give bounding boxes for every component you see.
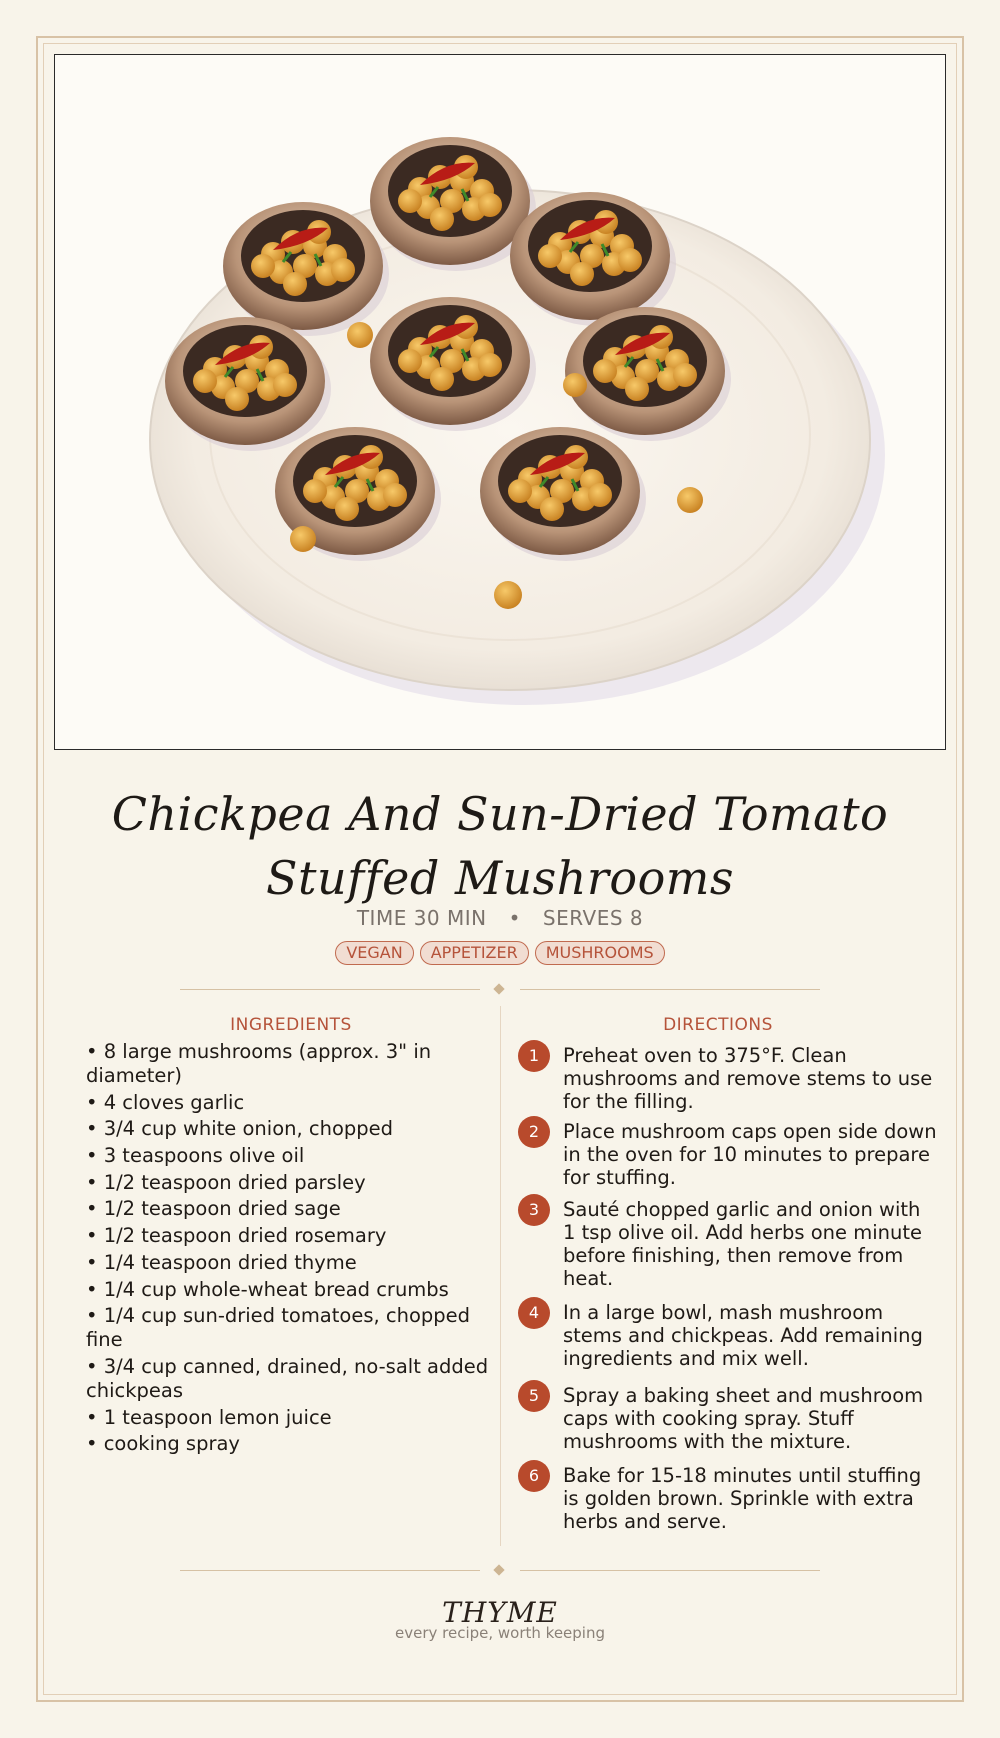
- step-text: Place mushroom caps open side down in the oven for 10 minutes to prepare for stuffing.: [563, 1120, 937, 1189]
- ingredients-heading: INGREDIENTS: [230, 1015, 352, 1035]
- divider-bottom: [180, 1564, 820, 1578]
- directions-heading: DIRECTIONS: [663, 1015, 773, 1035]
- step-number-badge: 1: [518, 1040, 550, 1072]
- step-text: Preheat oven to 375°F. Clean mushrooms and remove stems to use for the filling.: [563, 1044, 933, 1113]
- tag-appetizer: APPETIZER: [420, 941, 529, 965]
- ingredient-item: • 1/4 cup sun-dried tomatoes, chopped fine: [86, 1304, 471, 1352]
- ingredient-item: • 3/4 cup canned, drained, no-salt added chickpeas: [86, 1354, 489, 1402]
- ingredient-item: • 1/4 cup whole-wheat bread crumbs: [86, 1277, 449, 1301]
- step-text: In a large bowl, mash mushroom stems and chickpeas. Add remaining ingredients and mix well.: [563, 1301, 923, 1370]
- step-text: Spray a baking sheet and mushroom caps with cooking spray. Stuff mushrooms with the mixture.: [563, 1384, 924, 1453]
- step-number-badge: 2: [518, 1116, 550, 1148]
- tag-list: [0, 941, 1000, 965]
- step-text: Bake for 15-18 minutes until stuffing is golden brown. Sprinkle with extra herbs and serve.: [563, 1464, 922, 1533]
- step-number-badge: 5: [518, 1380, 550, 1412]
- ingredient-item: • 1/4 teaspoon dried thyme: [86, 1250, 357, 1274]
- recipe-photo: [54, 54, 946, 750]
- ingredient-item: • 4 cloves garlic: [86, 1090, 245, 1114]
- tag-vegan: VEGAN: [335, 941, 413, 965]
- brand-tagline: every recipe, worth keeping: [394, 1624, 605, 1642]
- step-text: Sauté chopped garlic and onion with 1 tsp olive oil. Add herbs one minute before finishing, then remove from heat.: [563, 1198, 922, 1290]
- ingredient-item: • 3/4 cup white onion, chopped: [86, 1117, 394, 1141]
- divider-top: [180, 983, 820, 997]
- step-number-badge: 6: [518, 1460, 550, 1492]
- recipe-meta: [0, 906, 1000, 930]
- time-label: TIME 30 MIN: [356, 906, 487, 930]
- meta-separator: •: [508, 906, 521, 930]
- recipe-title: Chickpea And Sun-Dried Tomato Stuffed Mushrooms: [111, 787, 889, 905]
- ingredient-item: • cooking spray: [86, 1432, 240, 1456]
- ingredients-list: [86, 1040, 496, 1459]
- diamond-ornament-icon: [493, 983, 504, 994]
- step-number-badge: 4: [518, 1297, 550, 1329]
- stuffed-mushrooms-illustration: [55, 55, 946, 750]
- serves-label: SERVES 8: [542, 906, 644, 930]
- ingredient-item: • 8 large mushrooms (approx. 3" in diameter): [86, 1040, 432, 1087]
- diamond-ornament-icon: [493, 1564, 504, 1575]
- ingredient-item: • 1/2 teaspoon dried rosemary: [86, 1224, 387, 1248]
- tag-mushrooms: MUSHROOMS: [535, 941, 665, 965]
- ingredient-item: • 1/2 teaspoon dried parsley: [86, 1170, 366, 1194]
- ingredient-item: • 3 teaspoons olive oil: [86, 1144, 305, 1168]
- ingredient-item: • 1/2 teaspoon dried sage: [86, 1197, 341, 1221]
- brand-name: THYME: [442, 1596, 558, 1629]
- column-divider: [500, 1006, 501, 1546]
- ingredient-item: • 1 teaspoon lemon juice: [86, 1405, 332, 1429]
- step-number-badge: 3: [518, 1194, 550, 1226]
